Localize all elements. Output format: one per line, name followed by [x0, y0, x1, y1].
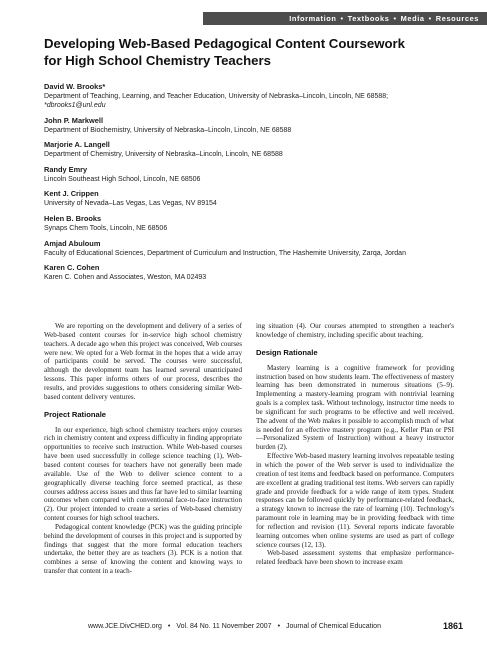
author-block [44, 239, 464, 258]
body-paragraph: Effective Web-based mastery learning involves repeatable testing in which the power of the Web server is used to individualize the creation of test items and feedback based on performance. Computers are excellent at grading traditional test items. Web servers can rapidly grade and provide feedback for a wide range of item types. Student responses can be followed quickly by performance-related feedback, a strategy known to increase the rate of learning (10). Technology's paramount role in learning may be in providing feedback with time for reflection and revision (11). Several reports indicate favorable learning outcomes when online systems are used as part of college science courses (12, 13). [256, 452, 454, 549]
author-list [44, 82, 464, 288]
author-name: Kent J. Crippen [44, 189, 99, 199]
author-block [44, 214, 464, 233]
body-paragraph: Mastery learning is a cognitive framework for providing instruction based on how students learn. The effectiveness of mastery learning has been demonstrated in numerous situations (5–9). Implementing a mastery-learning program with nontrivial learning goals is a complex task. Without technology, instructor time needs to be significant for such programs to be effective and well received. The advent of the Web makes it possible to accomplish much of what is needed for an effective mastery program (e.g., Keller Plan or PSI—Personalized System of Instruction) without a heavy instructor burden (2). [256, 363, 454, 452]
nav-separator: • [340, 14, 344, 23]
nav-information[interactable]: Information [289, 14, 337, 23]
author-affiliation: Lincoln Southeast High School, Lincoln, NE 68506 [44, 175, 201, 183]
author-name: John P. Markwell [44, 115, 104, 125]
author-email[interactable]: *dbrooks1@unl.edu [44, 102, 106, 109]
page-footer [88, 621, 463, 631]
author-block [44, 189, 464, 208]
title-line-1: Developing Web-Based Pedagogical Content Coursework [44, 36, 406, 51]
nav-resources[interactable]: Resources [435, 14, 479, 23]
section-heading-project-rationale: Project Rationale [44, 409, 107, 419]
article-title [44, 36, 464, 69]
author-name: Randy Emry [44, 164, 88, 174]
body-column-right [256, 322, 454, 567]
author-affiliation: Karen C. Cohen and Associates, Weston, MA 02493 [44, 274, 207, 282]
author-affiliation: University of Nevada–Las Vegas, Las Vegas, NV 89154 [44, 200, 217, 208]
author-affiliation: Synaps Chem Tools, Lincoln, NE 68506 [44, 224, 168, 232]
body-column-left [44, 322, 242, 576]
intro-paragraph: We are reporting on the development and delivery of a series of Web-based content courses for in-service high school chemistry teachers. A decade ago when this project was conceived, Web courses were new. We opted for a Web format in the hopes that a wide array of participants could be served. The courses were successful, although the development team has learned several unanticipated lessons. This paper informs others of our process, describes the results, and provides suggestions to others considering similar Web-based content delivery ventures. [44, 322, 242, 401]
nav-separator: • [428, 14, 432, 23]
author-name: Marjorie A. Langell [44, 140, 110, 150]
body-paragraph: Pedagogical content knowledge (PCK) was the guiding principle behind the development of courses in this project and is supported by findings that suggest that the more formal education teachers undertake, the better they are as teachers (3). PCK is a notion that combines a sense of knowing the content and knowing ways to transfer that content in a teach- [44, 522, 242, 576]
author-block [44, 165, 464, 184]
author-affiliation: Department of Teaching, Learning, and Teacher Education, University of Nebraska–Lincoln, Lincoln, NE 68588; [44, 93, 389, 100]
nav-media[interactable]: Media [400, 14, 425, 23]
footer-separator: • [167, 622, 171, 630]
author-block [44, 263, 464, 282]
section-nav-bar [203, 12, 487, 25]
author-block [44, 116, 464, 135]
footer-url[interactable]: www.JCE.DivCHED.org [88, 622, 162, 630]
footer-journal: Journal of Chemical Education [286, 622, 381, 630]
nav-separator: • [393, 14, 397, 23]
section-heading-design-rationale: Design Rationale [256, 347, 318, 357]
author-affiliation: Faculty of Educational Sciences, Department of Curriculum and Instruction, The Hashemite University, Zarqa, Jordan [44, 249, 406, 257]
author-affiliation: Department of Biochemistry, University of Nebraska–Lincoln, Lincoln, NE 68588 [44, 126, 292, 134]
author-name: Amjad Abuloum [44, 238, 101, 248]
title-line-2: for High School Chemistry Teachers [44, 52, 271, 68]
page-number: 1861 [442, 621, 463, 631]
footer-volume: Vol. 84 No. 11 November 2007 [176, 622, 272, 630]
author-block [44, 140, 464, 159]
body-paragraph: In our experience, high school chemistry teachers enjoy courses rich in chemistry content and express difficulty in finding appropriate opportunities to receive such instruction. While Web-based courses have been used successfully in college science teaching (1), Web-based content courses for teachers have not generally been made available. Use of the Web to deliver science content to a geographically diverse teaching force seemed practical, as these courses address access issues and thus far have led to similar learning outcomes when compared with conventional face-to-face instruction (2). Our project intended to create a series of Web-based chemistry content courses for high school teachers. [44, 425, 242, 523]
author-name: Karen C. Cohen [44, 263, 100, 273]
author-name: Helen B. Brooks [44, 213, 102, 223]
author-affiliation: Department of Chemistry, University of Nebraska–Lincoln, Lincoln, NE 68588 [44, 151, 283, 159]
nav-textbooks[interactable]: Textbooks [347, 14, 390, 23]
body-paragraph: Web-based assessment systems that emphasize performance-related feedback have been shown to increase exam [256, 549, 454, 567]
author-name: David W. Brooks* [44, 82, 106, 91]
body-paragraph-continued: ing situation (4). Our courses attempted to strengthen a teacher's knowledge of chemistry, including specific about teaching. [256, 322, 454, 339]
author-block [44, 82, 464, 110]
footer-separator: • [277, 622, 281, 630]
